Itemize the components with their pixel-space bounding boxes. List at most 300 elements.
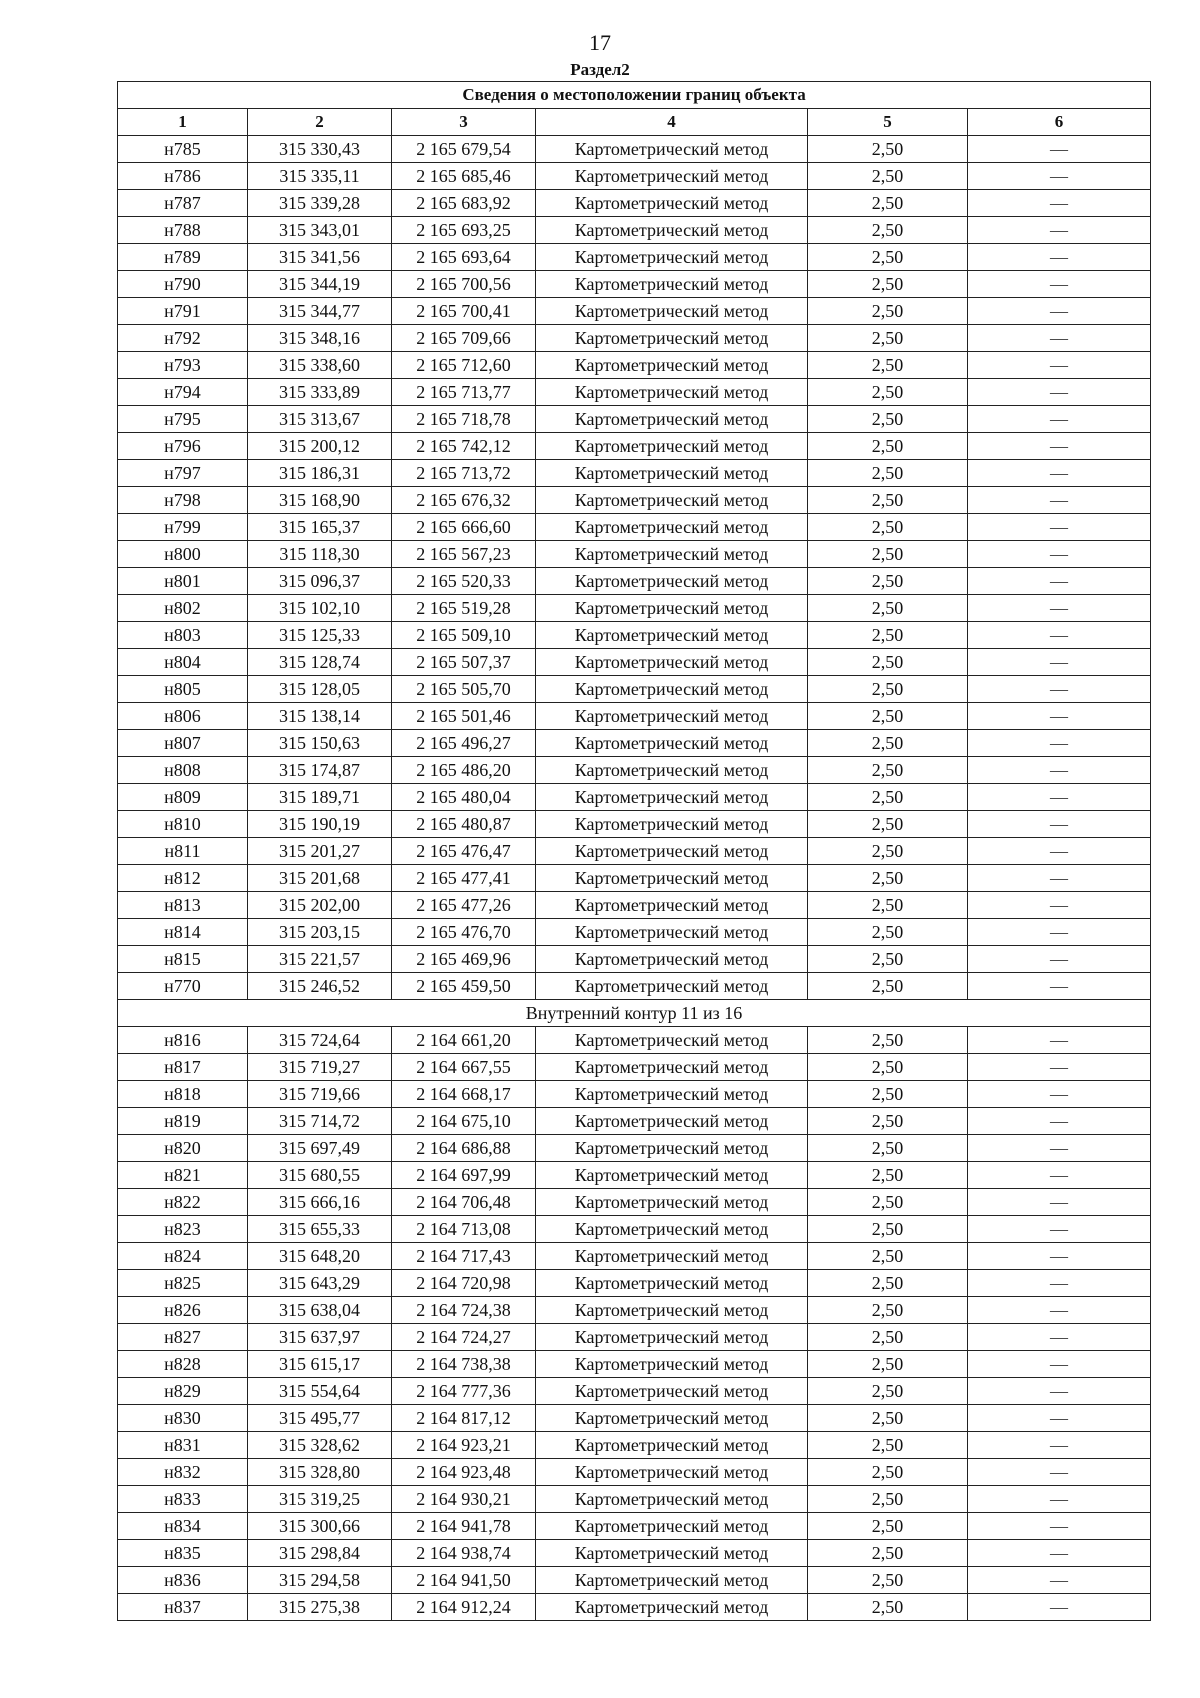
y-coordinate-cell: 2 165 685,46 (392, 163, 536, 190)
y-coordinate-cell: 2 165 469,96 (392, 946, 536, 973)
x-coordinate-cell: 315 666,16 (248, 1189, 392, 1216)
accuracy-cell: 2,50 (808, 919, 968, 946)
accuracy-cell: 2,50 (808, 136, 968, 163)
point-id-cell: н804 (118, 649, 248, 676)
method-cell: Картометрический метод (536, 325, 808, 352)
x-coordinate-cell: 315 643,29 (248, 1270, 392, 1297)
point-id-cell: н812 (118, 865, 248, 892)
x-coordinate-cell: 315 138,14 (248, 703, 392, 730)
x-coordinate-cell: 315 333,89 (248, 379, 392, 406)
point-id-cell: н823 (118, 1216, 248, 1243)
point-id-cell: н790 (118, 271, 248, 298)
method-cell: Картометрический метод (536, 1027, 808, 1054)
note-cell: — (968, 838, 1151, 865)
table-row (118, 757, 1151, 784)
point-id-cell: н801 (118, 568, 248, 595)
method-cell: Картометрический метод (536, 838, 808, 865)
y-coordinate-cell: 2 165 501,46 (392, 703, 536, 730)
accuracy-cell: 2,50 (808, 622, 968, 649)
y-coordinate-cell: 2 164 717,43 (392, 1243, 536, 1270)
note-cell: — (968, 190, 1151, 217)
y-coordinate-cell: 2 165 507,37 (392, 649, 536, 676)
table-row (118, 1216, 1151, 1243)
method-cell: Картометрический метод (536, 622, 808, 649)
note-cell: — (968, 325, 1151, 352)
method-cell: Картометрический метод (536, 190, 808, 217)
y-coordinate-cell: 2 165 713,77 (392, 379, 536, 406)
y-coordinate-cell: 2 165 477,41 (392, 865, 536, 892)
y-coordinate-cell: 2 165 713,72 (392, 460, 536, 487)
y-coordinate-cell: 2 164 667,55 (392, 1054, 536, 1081)
y-coordinate-cell: 2 164 697,99 (392, 1162, 536, 1189)
method-cell: Картометрический метод (536, 946, 808, 973)
y-coordinate-cell: 2 164 923,21 (392, 1432, 536, 1459)
y-coordinate-cell: 2 165 718,78 (392, 406, 536, 433)
x-coordinate-cell: 315 165,37 (248, 514, 392, 541)
method-cell: Картометрический метод (536, 271, 808, 298)
note-cell: — (968, 1486, 1151, 1513)
accuracy-cell: 2,50 (808, 757, 968, 784)
method-cell: Картометрический метод (536, 136, 808, 163)
y-coordinate-cell: 2 165 693,25 (392, 217, 536, 244)
point-id-cell: н798 (118, 487, 248, 514)
y-coordinate-cell: 2 165 567,23 (392, 541, 536, 568)
method-cell: Картометрический метод (536, 487, 808, 514)
note-cell: — (968, 1027, 1151, 1054)
table-row (118, 325, 1151, 352)
accuracy-cell: 2,50 (808, 1135, 968, 1162)
note-cell: — (968, 1459, 1151, 1486)
accuracy-cell: 2,50 (808, 892, 968, 919)
note-cell: — (968, 622, 1151, 649)
x-coordinate-cell: 315 697,49 (248, 1135, 392, 1162)
x-coordinate-cell: 315 648,20 (248, 1243, 392, 1270)
table-row (118, 190, 1151, 217)
x-coordinate-cell: 315 201,27 (248, 838, 392, 865)
table-row (118, 460, 1151, 487)
x-coordinate-cell: 315 298,84 (248, 1540, 392, 1567)
x-coordinate-cell: 315 319,25 (248, 1486, 392, 1513)
y-coordinate-cell: 2 165 477,26 (392, 892, 536, 919)
x-coordinate-cell: 315 128,74 (248, 649, 392, 676)
accuracy-cell: 2,50 (808, 1513, 968, 1540)
x-coordinate-cell: 315 339,28 (248, 190, 392, 217)
point-id-cell: н829 (118, 1378, 248, 1405)
accuracy-cell: 2,50 (808, 1459, 968, 1486)
point-id-cell: н788 (118, 217, 248, 244)
table-body-block-2 (118, 1027, 1151, 1621)
accuracy-cell: 2,50 (808, 1324, 968, 1351)
accuracy-cell: 2,50 (808, 865, 968, 892)
point-id-cell: н806 (118, 703, 248, 730)
x-coordinate-cell: 315 203,15 (248, 919, 392, 946)
point-id-cell: н808 (118, 757, 248, 784)
note-cell: — (968, 1216, 1151, 1243)
y-coordinate-cell: 2 165 476,70 (392, 919, 536, 946)
method-cell: Картометрический метод (536, 784, 808, 811)
x-coordinate-cell: 315 118,30 (248, 541, 392, 568)
point-id-cell: н828 (118, 1351, 248, 1378)
point-id-cell: н792 (118, 325, 248, 352)
accuracy-cell: 2,50 (808, 1270, 968, 1297)
table-row (118, 1405, 1151, 1432)
table-row (118, 1297, 1151, 1324)
y-coordinate-cell: 2 165 505,70 (392, 676, 536, 703)
y-coordinate-cell: 2 165 480,87 (392, 811, 536, 838)
x-coordinate-cell: 315 328,80 (248, 1459, 392, 1486)
note-cell: — (968, 1162, 1151, 1189)
accuracy-cell: 2,50 (808, 1486, 968, 1513)
y-coordinate-cell: 2 164 941,78 (392, 1513, 536, 1540)
point-id-cell: н786 (118, 163, 248, 190)
y-coordinate-cell: 2 164 706,48 (392, 1189, 536, 1216)
y-coordinate-cell: 2 165 519,28 (392, 595, 536, 622)
note-cell: — (968, 163, 1151, 190)
note-cell: — (968, 379, 1151, 406)
y-coordinate-cell: 2 164 817,12 (392, 1405, 536, 1432)
table-row (118, 244, 1151, 271)
y-coordinate-cell: 2 164 724,27 (392, 1324, 536, 1351)
x-coordinate-cell: 315 201,68 (248, 865, 392, 892)
table-row (118, 1432, 1151, 1459)
point-id-cell: н821 (118, 1162, 248, 1189)
note-cell: — (968, 1270, 1151, 1297)
accuracy-cell: 2,50 (808, 1027, 968, 1054)
note-cell: — (968, 433, 1151, 460)
table-row (118, 919, 1151, 946)
accuracy-cell: 2,50 (808, 460, 968, 487)
accuracy-cell: 2,50 (808, 1243, 968, 1270)
point-id-cell: н834 (118, 1513, 248, 1540)
accuracy-cell: 2,50 (808, 1189, 968, 1216)
accuracy-cell: 2,50 (808, 271, 968, 298)
table-row (118, 379, 1151, 406)
x-coordinate-cell: 315 638,04 (248, 1297, 392, 1324)
table-header-row (118, 109, 1151, 136)
point-id-cell: н824 (118, 1243, 248, 1270)
accuracy-cell: 2,50 (808, 163, 968, 190)
y-coordinate-cell: 2 164 713,08 (392, 1216, 536, 1243)
accuracy-cell: 2,50 (808, 649, 968, 676)
x-coordinate-cell: 315 637,97 (248, 1324, 392, 1351)
table-row (118, 865, 1151, 892)
method-cell: Картометрический метод (536, 514, 808, 541)
accuracy-cell: 2,50 (808, 703, 968, 730)
note-cell: — (968, 487, 1151, 514)
point-id-cell: н827 (118, 1324, 248, 1351)
column-header-5: 5 (808, 109, 968, 136)
table-row (118, 514, 1151, 541)
table-row (118, 1459, 1151, 1486)
table-row (118, 1513, 1151, 1540)
x-coordinate-cell: 315 335,11 (248, 163, 392, 190)
accuracy-cell: 2,50 (808, 1297, 968, 1324)
x-coordinate-cell: 315 348,16 (248, 325, 392, 352)
note-cell: — (968, 892, 1151, 919)
x-coordinate-cell: 315 338,60 (248, 352, 392, 379)
accuracy-cell: 2,50 (808, 379, 968, 406)
x-coordinate-cell: 315 343,01 (248, 217, 392, 244)
method-cell: Картометрический метод (536, 1378, 808, 1405)
note-cell: — (968, 784, 1151, 811)
x-coordinate-cell: 315 615,17 (248, 1351, 392, 1378)
point-id-cell: н807 (118, 730, 248, 757)
accuracy-cell: 2,50 (808, 325, 968, 352)
point-id-cell: н795 (118, 406, 248, 433)
table-row (118, 1540, 1151, 1567)
method-cell: Картометрический метод (536, 298, 808, 325)
point-id-cell: н832 (118, 1459, 248, 1486)
x-coordinate-cell: 315 168,90 (248, 487, 392, 514)
method-cell: Картометрический метод (536, 1351, 808, 1378)
method-cell: Картометрический метод (536, 919, 808, 946)
point-id-cell: н810 (118, 811, 248, 838)
method-cell: Картометрический метод (536, 973, 808, 1000)
method-cell: Картометрический метод (536, 163, 808, 190)
y-coordinate-cell: 2 165 679,54 (392, 136, 536, 163)
point-id-cell: н791 (118, 298, 248, 325)
method-cell: Картометрический метод (536, 541, 808, 568)
accuracy-cell: 2,50 (808, 541, 968, 568)
accuracy-cell: 2,50 (808, 595, 968, 622)
note-cell: — (968, 406, 1151, 433)
accuracy-cell: 2,50 (808, 784, 968, 811)
note-cell: — (968, 1405, 1151, 1432)
y-coordinate-cell: 2 165 509,10 (392, 622, 536, 649)
method-cell: Картометрический метод (536, 1297, 808, 1324)
note-cell: — (968, 1567, 1151, 1594)
method-cell: Картометрический метод (536, 1405, 808, 1432)
point-id-cell: н794 (118, 379, 248, 406)
note-cell: — (968, 352, 1151, 379)
table-row (118, 541, 1151, 568)
table-row (118, 1270, 1151, 1297)
x-coordinate-cell: 315 714,72 (248, 1108, 392, 1135)
point-id-cell: н802 (118, 595, 248, 622)
note-cell: — (968, 217, 1151, 244)
column-header-2: 2 (248, 109, 392, 136)
note-cell: — (968, 946, 1151, 973)
y-coordinate-cell: 2 164 777,36 (392, 1378, 536, 1405)
point-id-cell: н770 (118, 973, 248, 1000)
table-row (118, 1324, 1151, 1351)
y-coordinate-cell: 2 165 459,50 (392, 973, 536, 1000)
x-coordinate-cell: 315 680,55 (248, 1162, 392, 1189)
x-coordinate-cell: 315 719,66 (248, 1081, 392, 1108)
x-coordinate-cell: 315 330,43 (248, 136, 392, 163)
note-cell: — (968, 1243, 1151, 1270)
x-coordinate-cell: 315 221,57 (248, 946, 392, 973)
point-id-cell: н837 (118, 1594, 248, 1621)
x-coordinate-cell: 315 294,58 (248, 1567, 392, 1594)
x-coordinate-cell: 315 341,56 (248, 244, 392, 271)
table-row (118, 1027, 1151, 1054)
table-row (118, 1243, 1151, 1270)
note-cell: — (968, 919, 1151, 946)
method-cell: Картометрический метод (536, 1594, 808, 1621)
table-row (118, 163, 1151, 190)
table-row (118, 676, 1151, 703)
x-coordinate-cell: 315 344,77 (248, 298, 392, 325)
point-id-cell: н799 (118, 514, 248, 541)
method-cell: Картометрический метод (536, 892, 808, 919)
table-row (118, 622, 1151, 649)
point-id-cell: н825 (118, 1270, 248, 1297)
table-row (118, 1162, 1151, 1189)
accuracy-cell: 2,50 (808, 838, 968, 865)
point-id-cell: н815 (118, 946, 248, 973)
x-coordinate-cell: 315 719,27 (248, 1054, 392, 1081)
table-row (118, 487, 1151, 514)
note-cell: — (968, 730, 1151, 757)
table-row (118, 730, 1151, 757)
table-row (118, 352, 1151, 379)
y-coordinate-cell: 2 165 712,60 (392, 352, 536, 379)
method-cell: Картометрический метод (536, 1189, 808, 1216)
table-row (118, 1378, 1151, 1405)
x-coordinate-cell: 315 554,64 (248, 1378, 392, 1405)
accuracy-cell: 2,50 (808, 1594, 968, 1621)
y-coordinate-cell: 2 165 486,20 (392, 757, 536, 784)
note-cell: — (968, 1135, 1151, 1162)
point-id-cell: н816 (118, 1027, 248, 1054)
x-coordinate-cell: 315 300,66 (248, 1513, 392, 1540)
method-cell: Картометрический метод (536, 811, 808, 838)
method-cell: Картометрический метод (536, 676, 808, 703)
note-cell: — (968, 1081, 1151, 1108)
y-coordinate-cell: 2 165 693,64 (392, 244, 536, 271)
method-cell: Картометрический метод (536, 1486, 808, 1513)
point-id-cell: н803 (118, 622, 248, 649)
x-coordinate-cell: 315 150,63 (248, 730, 392, 757)
accuracy-cell: 2,50 (808, 217, 968, 244)
y-coordinate-cell: 2 164 938,74 (392, 1540, 536, 1567)
method-cell: Картометрический метод (536, 1270, 808, 1297)
y-coordinate-cell: 2 165 700,41 (392, 298, 536, 325)
y-coordinate-cell: 2 165 496,27 (392, 730, 536, 757)
point-id-cell: н831 (118, 1432, 248, 1459)
accuracy-cell: 2,50 (808, 1567, 968, 1594)
accuracy-cell: 2,50 (808, 1540, 968, 1567)
column-header-3: 3 (392, 109, 536, 136)
note-cell: — (968, 244, 1151, 271)
table-row (118, 217, 1151, 244)
column-header-1: 1 (118, 109, 248, 136)
note-cell: — (968, 514, 1151, 541)
point-id-cell: н805 (118, 676, 248, 703)
table-row (118, 838, 1151, 865)
method-cell: Картометрический метод (536, 460, 808, 487)
x-coordinate-cell: 315 200,12 (248, 433, 392, 460)
point-id-cell: н787 (118, 190, 248, 217)
note-cell: — (968, 1108, 1151, 1135)
table-row (118, 784, 1151, 811)
method-cell: Картометрический метод (536, 865, 808, 892)
note-cell: — (968, 811, 1151, 838)
method-cell: Картометрический метод (536, 649, 808, 676)
x-coordinate-cell: 315 125,33 (248, 622, 392, 649)
y-coordinate-cell: 2 164 661,20 (392, 1027, 536, 1054)
table-row (118, 1567, 1151, 1594)
table-row (118, 271, 1151, 298)
x-coordinate-cell: 315 189,71 (248, 784, 392, 811)
point-id-cell: н814 (118, 919, 248, 946)
y-coordinate-cell: 2 165 709,66 (392, 325, 536, 352)
accuracy-cell: 2,50 (808, 487, 968, 514)
method-cell: Картометрический метод (536, 1108, 808, 1135)
x-coordinate-cell: 315 275,38 (248, 1594, 392, 1621)
note-cell: — (968, 703, 1151, 730)
note-cell: — (968, 1351, 1151, 1378)
y-coordinate-cell: 2 164 941,50 (392, 1567, 536, 1594)
method-cell: Картометрический метод (536, 1216, 808, 1243)
method-cell: Картометрический метод (536, 1081, 808, 1108)
x-coordinate-cell: 315 174,87 (248, 757, 392, 784)
y-coordinate-cell: 2 165 476,47 (392, 838, 536, 865)
note-cell: — (968, 865, 1151, 892)
x-coordinate-cell: 315 344,19 (248, 271, 392, 298)
table-row (118, 1189, 1151, 1216)
y-coordinate-cell: 2 164 923,48 (392, 1459, 536, 1486)
accuracy-cell: 2,50 (808, 1081, 968, 1108)
accuracy-cell: 2,50 (808, 514, 968, 541)
y-coordinate-cell: 2 164 686,88 (392, 1135, 536, 1162)
accuracy-cell: 2,50 (808, 406, 968, 433)
accuracy-cell: 2,50 (808, 352, 968, 379)
accuracy-cell: 2,50 (808, 1162, 968, 1189)
contour-section (118, 1000, 1151, 1027)
x-coordinate-cell: 315 202,00 (248, 892, 392, 919)
table-caption: Сведения о местоположении границ объекта (118, 82, 1151, 109)
contour-label-row (118, 1000, 1151, 1027)
point-id-cell: н811 (118, 838, 248, 865)
note-cell: — (968, 649, 1151, 676)
point-id-cell: н789 (118, 244, 248, 271)
point-id-cell: н797 (118, 460, 248, 487)
note-cell: — (968, 1054, 1151, 1081)
accuracy-cell: 2,50 (808, 676, 968, 703)
x-coordinate-cell: 315 724,64 (248, 1027, 392, 1054)
method-cell: Картометрический метод (536, 1432, 808, 1459)
accuracy-cell: 2,50 (808, 1405, 968, 1432)
method-cell: Картометрический метод (536, 703, 808, 730)
x-coordinate-cell: 315 102,10 (248, 595, 392, 622)
table-row (118, 703, 1151, 730)
point-id-cell: н836 (118, 1567, 248, 1594)
table-row (118, 1594, 1151, 1621)
accuracy-cell: 2,50 (808, 1432, 968, 1459)
method-cell: Картометрический метод (536, 1540, 808, 1567)
point-id-cell: н833 (118, 1486, 248, 1513)
y-coordinate-cell: 2 165 742,12 (392, 433, 536, 460)
table-row (118, 649, 1151, 676)
accuracy-cell: 2,50 (808, 973, 968, 1000)
x-coordinate-cell: 315 495,77 (248, 1405, 392, 1432)
y-coordinate-cell: 2 164 738,38 (392, 1351, 536, 1378)
table-row (118, 1081, 1151, 1108)
y-coordinate-cell: 2 164 720,98 (392, 1270, 536, 1297)
method-cell: Картометрический метод (536, 352, 808, 379)
method-cell: Картометрический метод (536, 1135, 808, 1162)
y-coordinate-cell: 2 165 700,56 (392, 271, 536, 298)
x-coordinate-cell: 315 328,62 (248, 1432, 392, 1459)
note-cell: — (968, 541, 1151, 568)
x-coordinate-cell: 315 186,31 (248, 460, 392, 487)
method-cell: Картометрический метод (536, 379, 808, 406)
accuracy-cell: 2,50 (808, 1216, 968, 1243)
y-coordinate-cell: 2 165 666,60 (392, 514, 536, 541)
y-coordinate-cell: 2 164 930,21 (392, 1486, 536, 1513)
